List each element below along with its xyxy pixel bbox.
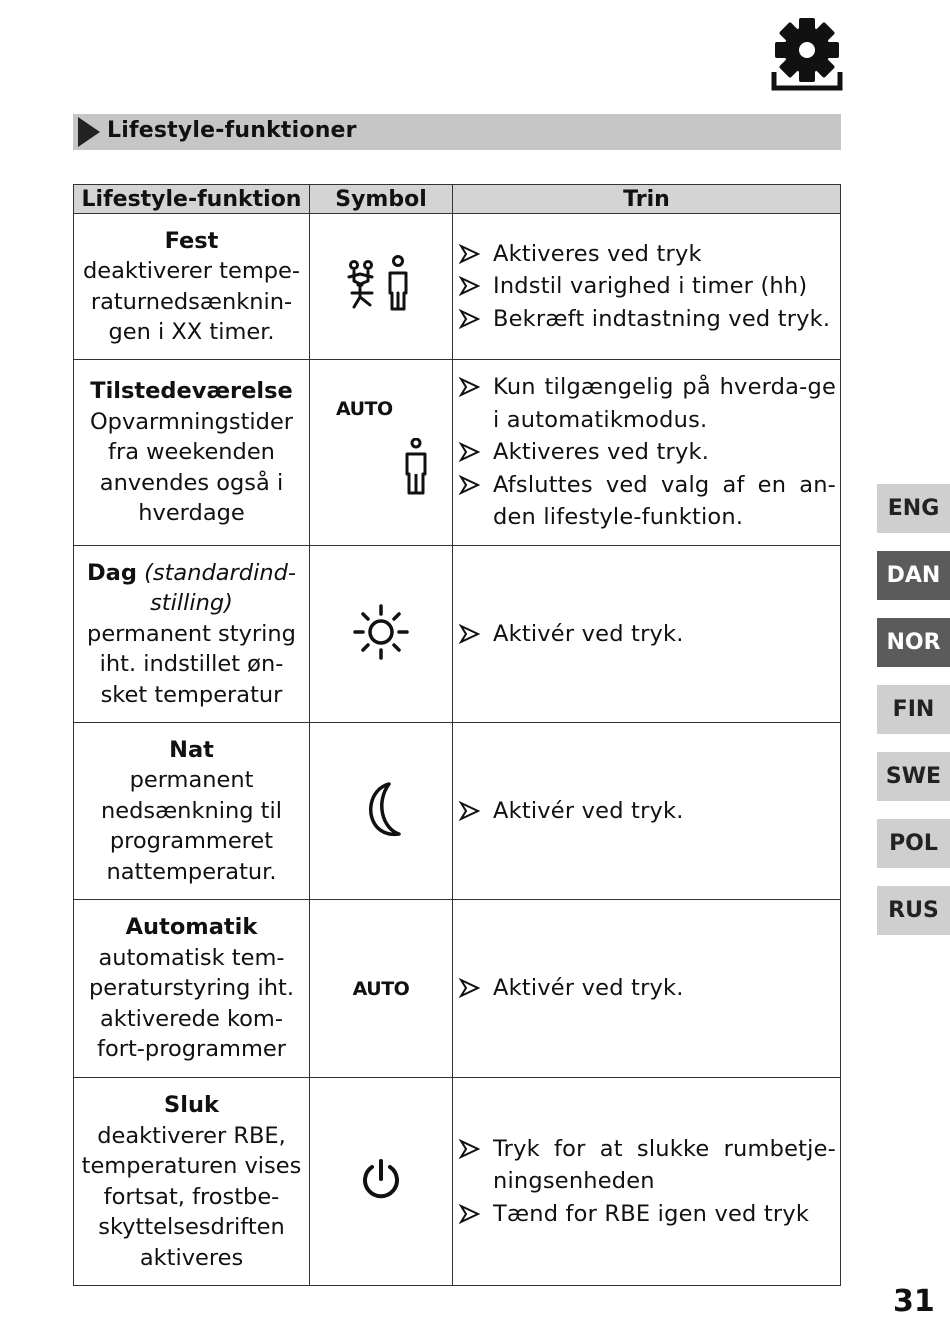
lang-tab-rus[interactable]: RUS [877, 886, 950, 935]
function-name: Tilstedeværelse [90, 378, 293, 405]
symbol-cell [310, 723, 453, 900]
lang-tab-dan[interactable]: DAN [877, 551, 950, 600]
symbol-cell [310, 900, 453, 1078]
sun-icon [351, 602, 411, 662]
power-icon [358, 1157, 404, 1203]
step-item: Bekræft indtastning ved tryk. [459, 303, 836, 336]
auto-label: AUTO [336, 398, 393, 420]
auto-icon: AUTO [352, 977, 410, 1000]
party-icon [346, 255, 416, 315]
arrow-bullet-icon [459, 270, 481, 302]
arrow-bullet-icon [459, 436, 481, 468]
table-header-row [74, 185, 841, 214]
arrow-bullet-icon [459, 238, 481, 270]
triangle-bullet-icon [78, 117, 100, 147]
lifestyle-table [73, 184, 841, 1286]
lang-tab-fin[interactable]: FIN [877, 685, 950, 734]
function-cell [74, 723, 310, 900]
function-description: permanent nedsænkning til programmeret nattemperatur. [100, 767, 283, 885]
steps-cell [453, 1078, 841, 1286]
header-symbol: Symbol [310, 185, 453, 214]
step-item: Aktiveres ved tryk [459, 238, 836, 271]
table-row [74, 900, 841, 1078]
step-item: Tænd for RBE igen ved tryk [459, 1198, 836, 1231]
symbol-cell [310, 214, 453, 360]
function-name: Dag [86, 559, 137, 586]
section-title: Lifestyle-funktioner [107, 118, 357, 143]
table-row [74, 723, 841, 900]
function-cell [74, 214, 310, 360]
presence-icon [404, 438, 428, 496]
table-row [74, 1078, 841, 1286]
steps-cell [453, 546, 841, 723]
function-description: deaktiverer RBE, temperaturen vises fortsat, frostbe-skyttelsesdriften aktiveres [81, 1122, 302, 1271]
page-number: 31 [893, 1284, 935, 1319]
function-description: permanent styring iht. indstillet øn-sket temperatur [87, 620, 296, 708]
function-cell [74, 1078, 310, 1286]
step-item: Aktivér ved tryk. [459, 618, 836, 651]
arrow-bullet-icon [459, 469, 481, 501]
function-name: Automatik [125, 914, 258, 941]
steps-cell [453, 360, 841, 546]
step-item: Indstil varighed i timer (hh) [459, 270, 836, 303]
steps-cell [453, 900, 841, 1078]
step-item: Afsluttes ved valg af en an-den lifestyle-funktion. [459, 469, 836, 534]
section-header [73, 114, 841, 150]
function-name: Fest [164, 227, 219, 254]
moon-icon [357, 779, 405, 839]
gear-icon [770, 16, 844, 92]
function-cell [74, 546, 310, 723]
symbol-cell [310, 546, 453, 723]
table-row [74, 360, 841, 546]
symbol-cell [310, 1078, 453, 1286]
lang-tab-eng[interactable]: ENG [877, 484, 950, 533]
step-item: Aktiveres ved tryk. [459, 436, 836, 469]
steps-cell [453, 214, 841, 360]
function-name: Sluk [164, 1092, 219, 1118]
function-cell [74, 900, 310, 1078]
function-name-extra: (standardind-stilling) [144, 559, 296, 617]
arrow-bullet-icon [459, 795, 481, 827]
lang-tab-swe[interactable]: SWE [877, 752, 950, 801]
table-row [74, 214, 841, 360]
step-item: Aktivér ved tryk. [459, 795, 836, 828]
arrow-bullet-icon [459, 1198, 481, 1230]
arrow-bullet-icon [459, 371, 481, 403]
step-item: Tryk for at slukke rumbetje-ningsenheden [459, 1133, 836, 1198]
lang-tab-pol[interactable]: POL [877, 819, 950, 868]
steps-cell [453, 723, 841, 900]
step-item: Aktivér ved tryk. [459, 972, 836, 1005]
function-name-line [77, 558, 306, 619]
step-item: Kun tilgængelig på hverda-ge i automatikmodus. [459, 371, 836, 436]
arrow-bullet-icon [459, 1133, 481, 1165]
function-description: automatisk tem-peraturstyring iht. aktiverede kom-fort-programmer [88, 944, 295, 1063]
header-steps: Trin [453, 185, 841, 214]
arrow-bullet-icon [459, 618, 481, 650]
function-description: deaktiverer tempe-raturnedsænknin-gen i XX timer. [82, 258, 300, 345]
lang-tab-nor[interactable]: NOR [877, 618, 950, 667]
function-description: Opvarmningstider fra weekenden anvendes også i hverdage [89, 408, 294, 527]
symbol-cell [310, 360, 453, 546]
function-name: Nat [169, 736, 214, 763]
arrow-bullet-icon [459, 972, 481, 1004]
table-row [74, 546, 841, 723]
arrow-bullet-icon [459, 303, 481, 335]
header-function: Lifestyle-funktion [74, 185, 310, 214]
function-cell [74, 360, 310, 546]
